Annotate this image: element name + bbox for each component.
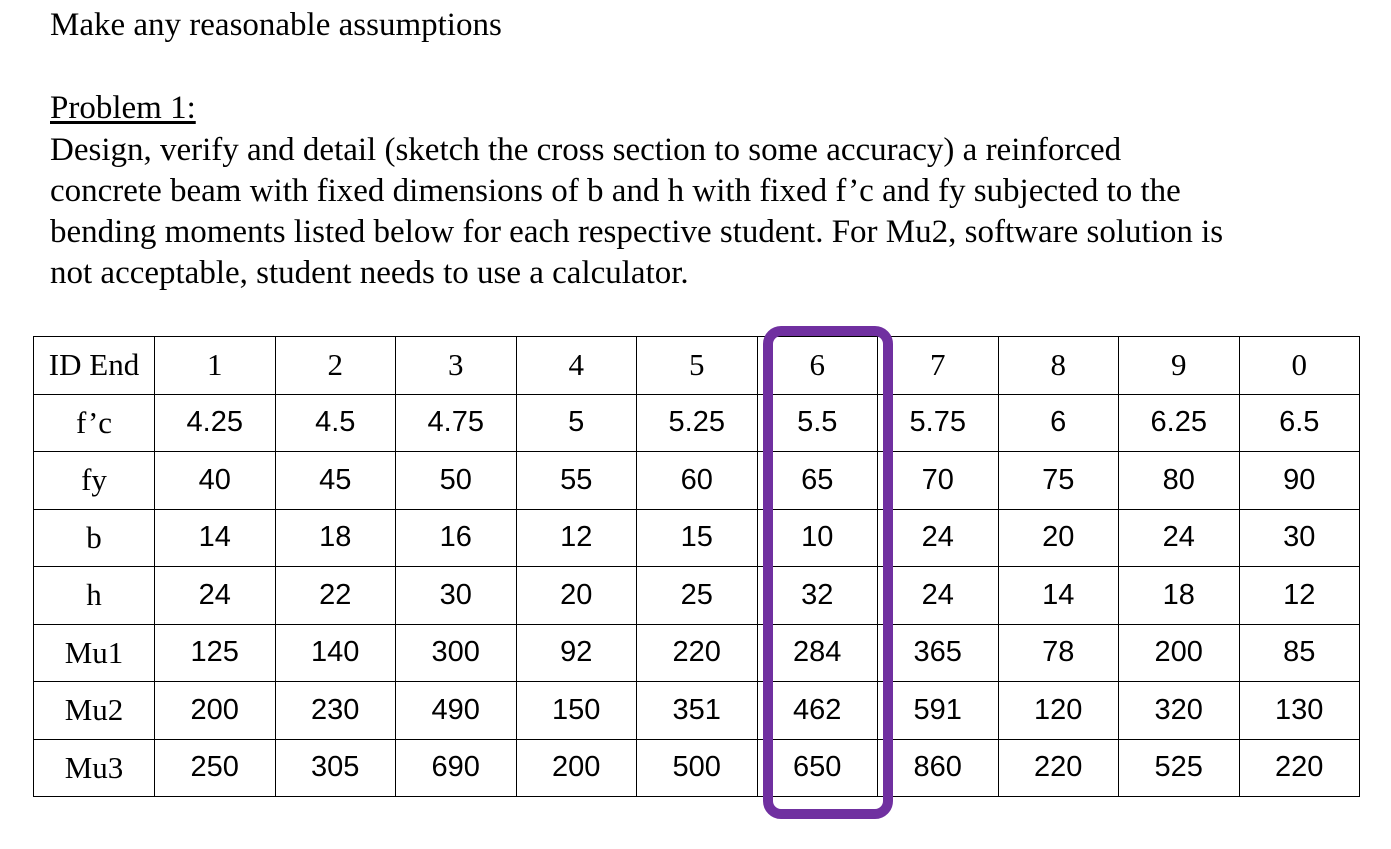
table-row — [34, 682, 1360, 740]
table-cell: 24 — [878, 509, 999, 567]
table-cell: 150 — [516, 682, 637, 740]
column-header: 3 — [396, 337, 517, 395]
table-cell: 6.25 — [1119, 394, 1240, 452]
student-data-table — [33, 336, 1360, 797]
table-cell: 130 — [1239, 682, 1360, 740]
table-cell: 18 — [275, 509, 396, 567]
table-cell: 78 — [998, 624, 1119, 682]
table-header-label: ID End — [34, 337, 155, 395]
table-cell: 6.5 — [1239, 394, 1360, 452]
table-cell: 50 — [396, 452, 517, 510]
table-cell: 860 — [878, 739, 999, 797]
table-cell: 220 — [637, 624, 758, 682]
table-cell: 200 — [155, 682, 276, 740]
table-cell: 75 — [998, 452, 1119, 510]
table-cell: 45 — [275, 452, 396, 510]
intro-text: Make any reasonable assumptions — [50, 7, 502, 43]
column-header: 7 — [878, 337, 999, 395]
row-label: fy — [34, 452, 155, 510]
problem-line: concrete beam with fixed dimensions of b and h with fixed f’c and fy subjected to the — [50, 173, 1181, 209]
table-cell: 284 — [757, 624, 878, 682]
table-cell: 40 — [155, 452, 276, 510]
table-cell: 24 — [1119, 509, 1240, 567]
problem-line: Design, verify and detail (sketch the cross section to some accuracy) a reinforced — [50, 132, 1122, 168]
table-cell: 490 — [396, 682, 517, 740]
table-cell: 250 — [155, 739, 276, 797]
column-header: 8 — [998, 337, 1119, 395]
table-cell: 5.25 — [637, 394, 758, 452]
table-cell: 24 — [878, 567, 999, 625]
table-cell: 55 — [516, 452, 637, 510]
table-cell: 85 — [1239, 624, 1360, 682]
table-cell: 220 — [1239, 739, 1360, 797]
table-cell: 92 — [516, 624, 637, 682]
table-cell: 4.5 — [275, 394, 396, 452]
table-cell: 300 — [396, 624, 517, 682]
table-cell: 32 — [757, 567, 878, 625]
table-row — [34, 567, 1360, 625]
table-cell: 12 — [1239, 567, 1360, 625]
table-cell: 351 — [637, 682, 758, 740]
table-cell: 20 — [516, 567, 637, 625]
table-cell: 15 — [637, 509, 758, 567]
table-cell: 6 — [998, 394, 1119, 452]
table-cell: 10 — [757, 509, 878, 567]
column-header: 6 — [757, 337, 878, 395]
table-cell: 18 — [1119, 567, 1240, 625]
table-cell: 5.75 — [878, 394, 999, 452]
table-cell: 60 — [637, 452, 758, 510]
problem-statement — [50, 130, 1360, 294]
table-header-row — [34, 337, 1360, 395]
table-cell: 525 — [1119, 739, 1240, 797]
row-label: f’c — [34, 394, 155, 452]
table-cell: 24 — [155, 567, 276, 625]
table-cell: 305 — [275, 739, 396, 797]
table-cell: 365 — [878, 624, 999, 682]
table-cell: 462 — [757, 682, 878, 740]
table-cell: 650 — [757, 739, 878, 797]
table-cell: 70 — [878, 452, 999, 510]
row-label: Mu3 — [34, 739, 155, 797]
table-row — [34, 624, 1360, 682]
column-header: 0 — [1239, 337, 1360, 395]
row-label: Mu2 — [34, 682, 155, 740]
table-cell: 30 — [396, 567, 517, 625]
table-cell: 500 — [637, 739, 758, 797]
table-cell: 90 — [1239, 452, 1360, 510]
table-cell: 65 — [757, 452, 878, 510]
table-cell: 4.75 — [396, 394, 517, 452]
table-cell: 120 — [998, 682, 1119, 740]
table-cell: 200 — [516, 739, 637, 797]
table-cell: 16 — [396, 509, 517, 567]
table-cell: 25 — [637, 567, 758, 625]
table-cell: 14 — [998, 567, 1119, 625]
table-row — [34, 509, 1360, 567]
table-cell: 5.5 — [757, 394, 878, 452]
problem-heading: Problem 1: — [50, 90, 196, 126]
table-cell: 5 — [516, 394, 637, 452]
problem-line: bending moments listed below for each respective student. For Mu2, software solution is — [50, 214, 1224, 250]
table-cell: 4.25 — [155, 394, 276, 452]
table-cell: 320 — [1119, 682, 1240, 740]
table-cell: 22 — [275, 567, 396, 625]
table-cell: 220 — [998, 739, 1119, 797]
table-cell: 230 — [275, 682, 396, 740]
table-row — [34, 394, 1360, 452]
row-label: Mu1 — [34, 624, 155, 682]
column-header: 1 — [155, 337, 276, 395]
table-row — [34, 452, 1360, 510]
table-cell: 125 — [155, 624, 276, 682]
row-label: b — [34, 509, 155, 567]
column-header: 5 — [637, 337, 758, 395]
table-cell: 690 — [396, 739, 517, 797]
table-cell: 140 — [275, 624, 396, 682]
column-header: 2 — [275, 337, 396, 395]
row-label: h — [34, 567, 155, 625]
table-cell: 30 — [1239, 509, 1360, 567]
table-cell: 80 — [1119, 452, 1240, 510]
table-cell: 20 — [998, 509, 1119, 567]
table-cell: 14 — [155, 509, 276, 567]
column-header: 4 — [516, 337, 637, 395]
table-row — [34, 739, 1360, 797]
problem-line: not acceptable, student needs to use a calculator. — [50, 255, 689, 291]
table-cell: 591 — [878, 682, 999, 740]
table-cell: 200 — [1119, 624, 1240, 682]
column-header: 9 — [1119, 337, 1240, 395]
table-cell: 12 — [516, 509, 637, 567]
